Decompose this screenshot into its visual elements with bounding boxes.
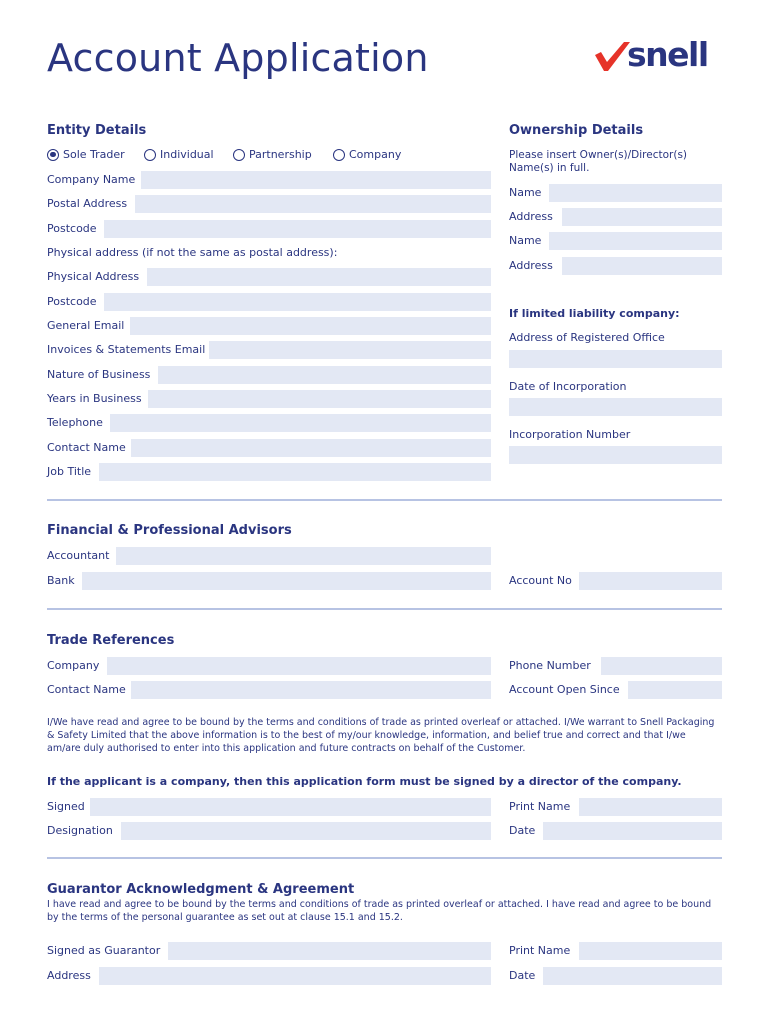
account-open-since-field[interactable] (628, 681, 722, 699)
bank-field[interactable] (82, 572, 491, 590)
physical-address-field[interactable] (147, 268, 491, 286)
contact-name-field[interactable] (131, 439, 491, 457)
snell-logo (594, 35, 724, 78)
section-divider (47, 499, 722, 501)
postal-address-label: Postal Address (47, 197, 128, 210)
accountant-field[interactable] (116, 547, 491, 565)
date-field[interactable] (543, 822, 722, 840)
telephone-field[interactable] (110, 414, 491, 432)
bank-label: Bank (47, 574, 75, 587)
radio-label: Partnership (249, 148, 312, 161)
radio-individual[interactable] (144, 148, 214, 161)
guarantor-signed-field[interactable] (168, 942, 491, 960)
trade-contact-field[interactable] (131, 681, 491, 699)
guarantor-heading: Guarantor Acknowledgment & Agreement (47, 882, 355, 897)
accountant-label: Accountant (47, 549, 110, 562)
radio-icon (144, 149, 156, 161)
owner-address-2-field[interactable] (562, 257, 722, 275)
trade-company-label: Company (47, 659, 100, 672)
section-divider (47, 857, 722, 859)
owner-address-1-field[interactable] (562, 208, 722, 226)
contact-name-label: Contact Name (47, 441, 126, 454)
company-signature-note: If the applicant is a company, then this application form must be signed by a director of the company. (47, 775, 682, 788)
radio-label: Individual (160, 148, 214, 161)
postcode-label: Postcode (47, 222, 97, 235)
trade-phone-label: Phone Number (509, 659, 591, 672)
print-name-field[interactable] (579, 798, 722, 816)
date-incorporation-label: Date of Incorporation (509, 380, 627, 393)
print-name-label: Print Name (509, 800, 571, 813)
date-label: Date (509, 824, 536, 837)
date-incorporation-field[interactable] (509, 398, 722, 416)
trade-phone-field[interactable] (601, 657, 722, 675)
guarantor-address-field[interactable] (99, 967, 491, 985)
account-no-field[interactable] (579, 572, 722, 590)
job-title-label: Job Title (47, 465, 92, 478)
radio-label: Company (349, 148, 402, 161)
years-label: Years in Business (47, 392, 142, 405)
owner-name-2-field[interactable] (549, 232, 722, 250)
invoices-email-label: Invoices & Statements Email (47, 343, 206, 356)
registered-office-field[interactable] (509, 350, 722, 368)
signed-field[interactable] (90, 798, 491, 816)
physical-address-note: Physical address (if not the same as postal address): (47, 246, 338, 259)
entity-details-heading: Entity Details (47, 123, 147, 138)
radio-sole-trader[interactable] (47, 148, 125, 161)
trade-references-heading: Trade References (47, 633, 175, 648)
guarantor-date-label: Date (509, 969, 536, 982)
owner-name-1-label: Name (509, 186, 542, 199)
radio-partnership[interactable] (233, 148, 312, 161)
guarantor-date-field[interactable] (543, 967, 722, 985)
guarantor-print-name-label: Print Name (509, 944, 571, 957)
nature-field[interactable] (158, 366, 491, 384)
designation-label: Designation (47, 824, 113, 837)
guarantor-text: I have read and agree to be bound by the terms and conditions of trade as printed overleaf or attached. I have read and agree to be bound by the terms of the personal guarantee as set out at clause 15.1 and 15.2. (47, 899, 712, 923)
section-divider (47, 608, 722, 610)
postcode2-label: Postcode (47, 295, 97, 308)
guarantor-print-name-field[interactable] (579, 942, 722, 960)
ownership-instruction: Please insert Owner(s)/Director(s) Name(s) in full. (509, 149, 688, 174)
years-field[interactable] (148, 390, 491, 408)
account-no-label: Account No (509, 574, 572, 587)
registered-office-label: Address of Registered Office (509, 331, 665, 344)
radio-icon (233, 149, 245, 161)
incorporation-number-label: Incorporation Number (509, 428, 631, 441)
brand-name: snell (627, 35, 708, 74)
company-name-field[interactable] (141, 171, 491, 189)
owner-address-2-label: Address (509, 259, 553, 272)
guarantor-address-label: Address (47, 969, 91, 982)
general-email-field[interactable] (130, 317, 491, 335)
signed-label: Signed (47, 800, 85, 813)
trade-company-field[interactable] (107, 657, 491, 675)
radio-selected-icon (47, 149, 59, 161)
financial-heading: Financial & Professional Advisors (47, 523, 292, 538)
nature-label: Nature of Business (47, 368, 151, 381)
page-title: Account Application (47, 36, 429, 80)
physical-address-label: Physical Address (47, 270, 140, 283)
telephone-label: Telephone (47, 416, 103, 429)
designation-field[interactable] (121, 822, 491, 840)
company-name-label: Company Name (47, 173, 136, 186)
owner-address-1-label: Address (509, 210, 553, 223)
trade-contact-label: Contact Name (47, 683, 126, 696)
account-open-since-label: Account Open Since (509, 683, 620, 696)
radio-company[interactable] (333, 148, 401, 161)
general-email-label: General Email (47, 319, 125, 332)
owner-name-1-field[interactable] (549, 184, 722, 202)
incorporation-number-field[interactable] (509, 446, 722, 464)
ownership-details-heading: Ownership Details (509, 123, 644, 138)
agreement-text: I/We have read and agree to be bound by the terms and conditions of trade as printed overleaf or attached. I/We warrant to Snell Packaging & Safety Limited that the above information is to the best of my/our knowledge, information, and belief true and correct and that I/we am/are duly authorised to enter into this application and future contracts on behalf of the Customer. (47, 717, 715, 754)
guarantor-signed-label: Signed as Guarantor (47, 944, 161, 957)
limited-company-heading: If limited liability company: (509, 307, 680, 320)
postcode2-field[interactable] (104, 293, 491, 311)
postal-address-field[interactable] (135, 195, 491, 213)
checkmark-logo-icon (594, 42, 630, 72)
invoices-email-field[interactable] (209, 341, 491, 359)
radio-label: Sole Trader (63, 148, 125, 161)
owner-name-2-label: Name (509, 234, 542, 247)
job-title-field[interactable] (99, 463, 491, 481)
radio-icon (333, 149, 345, 161)
postcode-field[interactable] (104, 220, 491, 238)
